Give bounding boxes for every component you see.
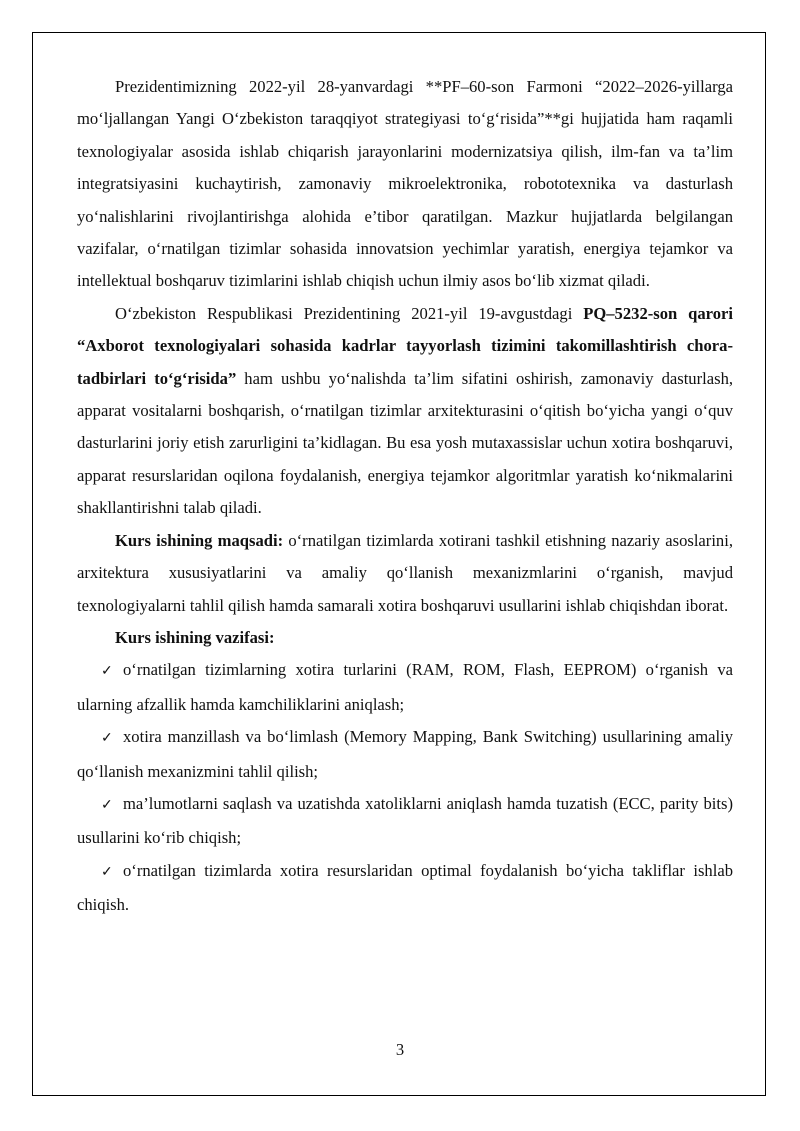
- task-text: o‘rnatilgan tizimlarning xotira turlarini (RAM, ROM, Flash, EEPROM) o‘rganish va ularning afzallik hamda kamchiliklarini aniqlash;: [77, 660, 733, 714]
- paragraph-strategy: Prezidentimizning 2022-yil 28-yanvardagi **PF–60-son Farmoni “2022–2026-yillarga mo‘ljallangan Yangi O‘zbekiston taraqqiyot strategiyasi to‘g‘risida”**gi hujjatida ham raqamli texnologiyalar asosida ishlab chiqarish jarayonlarini modernizatsiya qilish, ilm-fan va ta’lim integratsiyasini kuchaytirish, zamonaviy mikroelektronika, robototexnika va dasturlash yo‘nalishlarini rivojlantirishga alohida e’tibor qaratilgan. Mazkur hujjatlarda belgilangan vazifalar, o‘rnatilgan tizimlar sohasida innovatsion yechimlar yaratish, energiya tejamkor va intellektual boshqaruv tizimlarini ishlab chiqish uchun ilmiy asos bo‘lib xizmat qiladi.: [77, 77, 733, 291]
- resolution-body: ham ushbu yo‘nalishda ta’lim sifatini oshirish, zamonaviy dasturlash, apparat vositalarni boshqarish, o‘rnatilgan tizimlar arxitekturasini o‘qitish bo‘yicha yangi o‘quv dasturlarini joriy etish zarurligini ta’kidlagan. Bu esa yosh mutaxassislar uchun xotira boshqaruvi, apparat resurslaridan oqilona foydalanish, energiya tejamkor algoritmlar yaratish ko‘nikmalarini shakllantirishni talab qiladi.: [77, 368, 734, 518]
- check-icon: ✓: [101, 797, 113, 813]
- task-item: [77, 654, 733, 721]
- task-text: xotira manzillash va bo‘limlash (Memory Mapping, Bank Switching) usullarining amaliy qo‘llanish mexanizmini tahlil qilish;: [77, 727, 733, 781]
- document-body: [77, 71, 733, 922]
- tasks-heading: [77, 622, 733, 654]
- task-item: [77, 855, 733, 922]
- task-item: [77, 721, 733, 788]
- task-text: ma’lumotlarni saqlash va uzatishda xatoliklarni aniqlash hamda tuzatish (ECC, parity bits) usullarini ko‘rib chiqish;: [77, 793, 733, 848]
- paragraph-goal: [77, 525, 733, 622]
- paragraph-resolution: [77, 298, 733, 525]
- goal-label: Kurs ishining maqsadi:: [115, 530, 284, 550]
- check-icon: ✓: [101, 664, 113, 680]
- task-item: [77, 788, 733, 855]
- goal-text: o‘rnatilgan tizimlarda xotirani tashkil etishning nazariy asoslarini, arxitektura xususiyatlarini va amaliy qo‘llanish mexanizmlarini o‘rganish, mavjud texnologiyalarni tahlil qilish hamda samarali xotira boshqaruvi usullarini ishlab chiqishdan iborat.: [77, 530, 733, 615]
- check-icon: ✓: [101, 731, 113, 747]
- resolution-title: PQ–5232-son qarori “Axborot texnologiyalari sohasida kadrlar tayyorlash tizimini takomillashtirish chora-tadbirlari to‘g‘risida”: [77, 303, 733, 388]
- task-text: o‘rnatilgan tizimlarda xotira resurslaridan optimal foydalanish bo‘yicha takliflar ishlab chiqish.: [77, 860, 733, 915]
- check-icon: ✓: [101, 864, 113, 880]
- tasks-label: Kurs ishining vazifasi:: [115, 627, 275, 647]
- page-number: 3: [395, 1040, 405, 1059]
- resolution-intro: O‘zbekiston Respublikasi Prezidentining 2021-yil 19-avgustdagi: [115, 303, 584, 323]
